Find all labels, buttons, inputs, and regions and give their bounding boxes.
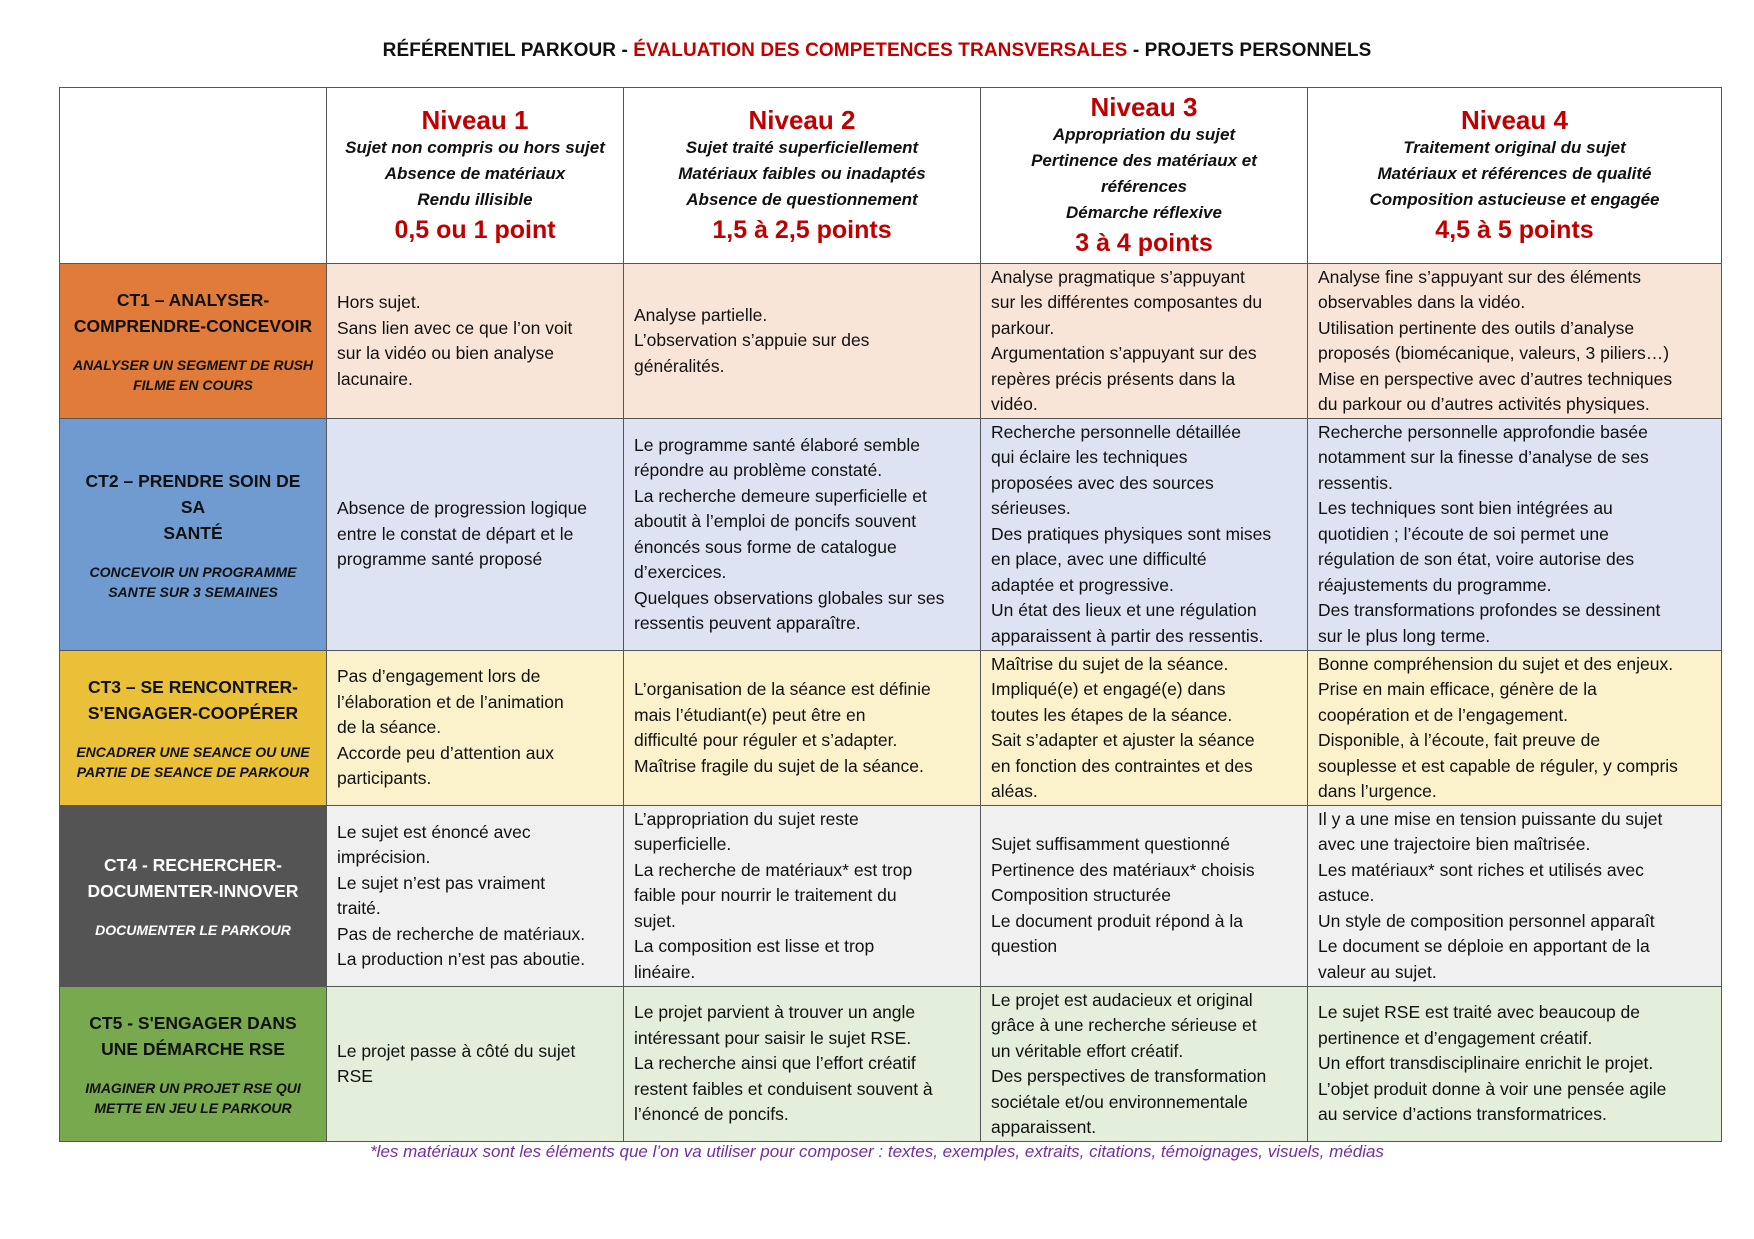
criteria-line: l’énoncé de poncifs.: [634, 1104, 789, 1125]
competence-row-ct2: [60, 419, 1722, 651]
competence-title-line: CT2 – PRENDRE SOIN DE SA: [85, 470, 301, 517]
criteria-line: grâce à une recherche sérieuse et: [991, 1015, 1257, 1035]
page-title: [0, 40, 1754, 62]
criteria-line: au service d’actions transformatrices.: [1318, 1104, 1607, 1125]
criteria-cell: [624, 419, 981, 651]
criteria-line: valeur au sujet.: [1318, 961, 1437, 982]
criteria-line: vidéo.: [991, 394, 1038, 414]
competence-title-line: CT3 – SE RENCONTRER-: [87, 677, 299, 697]
level-description-line: Absence de questionnement: [686, 189, 918, 209]
criteria-line: RSE: [337, 1066, 373, 1086]
footnote: *les matériaux sont les éléments que l’on va utiliser pour composer : textes, exemples, extraits, citations, témoignages, visuels, médias: [370, 1142, 1384, 1161]
competence-title-line: DOCUMENTER-INNOVER: [87, 881, 299, 901]
criteria-cell: [981, 264, 1308, 419]
criteria-line: observables dans la vidéo.: [1318, 292, 1526, 312]
criteria-line: Des transformations profondes se dessinent: [1318, 600, 1661, 621]
level-header: [327, 88, 624, 264]
criteria-line: linéaire.: [634, 961, 696, 982]
criteria-line: d’exercices.: [634, 562, 727, 582]
criteria-line: ressentis peuvent apparaître.: [634, 613, 861, 633]
competence-row-ct3: [60, 651, 1722, 806]
competence-subtitle: [72, 355, 314, 395]
criteria-line: Analyse partielle.: [634, 304, 768, 325]
criteria-line: Analyse pragmatique s’appuyant: [991, 266, 1245, 287]
criteria-line: qui éclaire les techniques: [991, 447, 1188, 468]
criteria-line: traité.: [337, 898, 381, 918]
criteria-line: Bonne compréhension du sujet et des enjeux.: [1318, 653, 1674, 674]
criteria-cell: [327, 264, 624, 419]
level-header: [981, 88, 1308, 264]
competence-subtitle: [72, 920, 314, 940]
criteria-line: L’objet produit donne à voir une pensée agile: [1318, 1078, 1667, 1099]
criteria-line: réajustements du programme.: [1318, 574, 1552, 595]
criteria-line: Sans lien avec ce que l’on voit: [337, 317, 573, 338]
criteria-line: coopération et de l’engagement.: [1318, 704, 1569, 725]
level-description-line: Absence de matériaux: [384, 163, 566, 183]
criteria-line: Absence de progression logique: [337, 498, 588, 519]
criteria-line: l’élaboration et de l’animation: [337, 691, 564, 712]
criteria-line: parkour.: [991, 317, 1055, 338]
level-description-line: Composition astucieuse et engagée: [1369, 189, 1660, 209]
competence-label-cell: [60, 987, 327, 1142]
criteria-cell: [981, 806, 1308, 987]
competence-subtitle-line: ANALYSER UN SEGMENT DE RUSH: [72, 357, 314, 373]
competence-title: [72, 674, 314, 726]
criteria-line: Mise en perspective avec d’autres techniques: [1318, 368, 1673, 389]
criteria-line: La recherche ainsi que l’effort créatif: [634, 1053, 916, 1074]
criteria-line: Analyse fine s’appuyant sur des éléments: [1318, 266, 1641, 287]
criteria-line: Accorde peu d’attention aux: [337, 742, 554, 763]
competence-label-cell: [60, 264, 327, 419]
criteria-line: énoncés sous forme de catalogue: [634, 536, 897, 557]
level-description-line: Démarche réflexive: [1066, 202, 1222, 222]
criteria-line: Quelques observations globales sur ses: [634, 587, 945, 608]
criteria-line: question: [991, 936, 1058, 957]
competence-title: [72, 287, 314, 339]
competence-row-ct1: [60, 264, 1722, 419]
title-part-3: - PROJETS PERSONNELS: [1127, 40, 1372, 61]
criteria-line: Recherche personnelle détaillée: [991, 421, 1242, 442]
criteria-line: L’appropriation du sujet reste: [634, 808, 859, 829]
competence-subtitle-line: PARTIE DE SEANCE DE PARKOUR: [76, 764, 310, 780]
level-points: 3 à 4 points: [1075, 228, 1213, 257]
level-description-line: Rendu illisible: [417, 189, 533, 209]
criteria-line: L’organisation de la séance est définie: [634, 679, 931, 699]
criteria-line: participants.: [337, 768, 432, 789]
level-header: [1308, 88, 1722, 264]
criteria-cell: [327, 419, 624, 651]
criteria-line: apparaissent à partir des ressentis.: [991, 625, 1264, 646]
criteria-cell: [981, 987, 1308, 1142]
level-name: Niveau 3: [1090, 91, 1198, 122]
competence-label-cell: [60, 806, 327, 987]
criteria-line: Le document se déploie en apportant de la: [1318, 936, 1650, 957]
criteria-line: sujet.: [634, 910, 676, 931]
criteria-cell: [1308, 806, 1722, 987]
competence-title-line: CT1 – ANALYSER-: [116, 290, 270, 310]
criteria-line: apparaissent.: [991, 1117, 1097, 1137]
criteria-line: régulation de son état, voire autorise des: [1318, 549, 1635, 570]
criteria-line: Un style de composition personnel apparaît: [1318, 910, 1655, 931]
criteria-line: en place, avec une difficulté: [991, 549, 1207, 570]
criteria-line: Des perspectives de transformation: [991, 1066, 1267, 1086]
criteria-line: Un effort transdisciplinaire enrichit le projet.: [1318, 1053, 1654, 1074]
competence-table: [59, 87, 1722, 1142]
criteria-line: pertinence et d’engagement créatif.: [1318, 1027, 1593, 1048]
criteria-line: Recherche personnelle approfondie basée: [1318, 421, 1648, 442]
criteria-line: Disponible, à l’écoute, fait preuve de: [1318, 730, 1601, 750]
competence-subtitle: [72, 1078, 314, 1118]
criteria-cell: [1308, 419, 1722, 651]
criteria-cell: [327, 651, 624, 806]
level-description-line: références: [1100, 176, 1187, 196]
criteria-line: quotidien ; l’écoute de soi permet une: [1318, 523, 1609, 544]
competence-subtitle-line: ENCADRER UNE SEANCE OU UNE: [76, 744, 310, 760]
competence-subtitle-line: CONCEVOIR UN PROGRAMME: [89, 563, 297, 580]
criteria-line: proposés (biomécanique, valeurs, 3 piliers…): [1318, 343, 1670, 363]
criteria-line: souplesse et est capable de réguler, y compris: [1318, 755, 1678, 776]
criteria-line: Les techniques sont bien intégrées au: [1318, 498, 1613, 519]
criteria-line: L’observation s’appuie sur des: [634, 330, 870, 351]
criteria-line: avec une trajectoire bien maîtrisée.: [1318, 834, 1591, 855]
criteria-line: lacunaire.: [337, 368, 413, 389]
criteria-line: Impliqué(e) et engagé(e) dans: [991, 679, 1226, 699]
competence-row-ct4: [60, 806, 1722, 987]
level-name: Niveau 1: [421, 104, 529, 135]
criteria-line: La recherche demeure superficielle et: [634, 485, 927, 506]
criteria-line: La production n’est pas aboutie.: [337, 949, 586, 969]
criteria-line: Maîtrise fragile du sujet de la séance.: [634, 755, 924, 776]
criteria-cell: [624, 987, 981, 1142]
criteria-line: Composition structurée: [991, 885, 1171, 906]
criteria-line: Argumentation s’appuyant sur des: [991, 343, 1257, 363]
criteria-line: Sait s’adapter et ajuster la séance: [991, 730, 1255, 750]
criteria-line: mais l’étudiant(e) peut être en: [634, 704, 866, 725]
criteria-line: difficulté pour réguler et s’adapter.: [634, 730, 898, 750]
criteria-line: Le document produit répond à la: [991, 910, 1243, 931]
criteria-line: entre le constat de départ et le: [337, 523, 574, 544]
criteria-line: Hors sujet.: [337, 292, 421, 312]
criteria-cell: [1308, 264, 1722, 419]
competence-title-line: SANTÉ: [163, 522, 223, 543]
competence-subtitle: [72, 562, 314, 602]
criteria-line: La recherche de matériaux* est trop: [634, 859, 913, 880]
criteria-cell: [1308, 987, 1722, 1142]
criteria-line: notamment sur la finesse d’analyse de ses: [1318, 447, 1649, 468]
level-description-line: Sujet traité superficiellement: [685, 137, 919, 157]
level-description-line: Appropriation du sujet: [1052, 124, 1236, 144]
level-description-line: Sujet non compris ou hors sujet: [345, 137, 605, 157]
criteria-line: un véritable effort créatif.: [991, 1040, 1184, 1061]
criteria-line: Maîtrise du sujet de la séance.: [991, 653, 1229, 674]
level-description-line: Traitement original du sujet: [1403, 137, 1626, 157]
criteria-line: toutes les étapes de la séance.: [991, 704, 1233, 725]
criteria-line: sérieuses.: [991, 498, 1071, 519]
criteria-cell: [981, 651, 1308, 806]
criteria-line: superficielle.: [634, 834, 732, 855]
competence-subtitle-line: FILME EN COURS: [133, 377, 253, 393]
criteria-line: Le projet est audacieux et original: [991, 989, 1253, 1010]
criteria-line: du parkour ou d’autres activités physiques.: [1318, 394, 1650, 414]
criteria-line: généralités.: [634, 355, 725, 376]
criteria-line: imprécision.: [337, 847, 431, 867]
competence-subtitle-line: SANTE SUR 3 SEMAINES: [108, 583, 278, 600]
criteria-cell: [624, 264, 981, 419]
criteria-line: Pertinence des matériaux* choisis: [991, 859, 1255, 880]
criteria-line: Pas d’engagement lors de: [337, 666, 541, 687]
criteria-line: programme santé proposé: [337, 549, 543, 570]
criteria-cell: [327, 987, 624, 1142]
level-description-line: Matériaux et références de qualité: [1377, 163, 1652, 183]
criteria-line: Les matériaux* sont riches et utilisés avec: [1318, 859, 1644, 880]
criteria-cell: [1308, 651, 1722, 806]
level-points: 0,5 ou 1 point: [394, 215, 556, 244]
competence-title: [72, 852, 314, 904]
criteria-cell: [981, 419, 1308, 651]
competence-label-cell: [60, 419, 327, 651]
criteria-line: Utilisation pertinente des outils d’analyse: [1318, 317, 1635, 338]
criteria-line: Un état des lieux et une régulation: [991, 600, 1257, 621]
criteria-line: Le projet parvient à trouver un angle: [634, 1002, 916, 1023]
criteria-line: sur le plus long terme.: [1318, 625, 1491, 646]
criteria-line: sur les différentes composantes du: [991, 292, 1263, 312]
criteria-line: faible pour nourrir le traitement du: [634, 885, 897, 906]
criteria-line: Le sujet RSE est traité avec beaucoup de: [1318, 1002, 1641, 1023]
title-part-1: RÉFÉRENTIEL PARKOUR -: [382, 40, 634, 61]
competence-row-ct5: [60, 987, 1722, 1142]
competence-title: [72, 468, 314, 546]
criteria-line: Le programme santé élaboré semble: [634, 434, 920, 455]
level-header: [624, 88, 981, 264]
level-name: Niveau 2: [748, 104, 856, 135]
criteria-line: répondre au problème constaté.: [634, 460, 883, 480]
criteria-line: Des pratiques physiques sont mises: [991, 523, 1272, 544]
competence-subtitle: [72, 742, 314, 782]
criteria-line: aléas.: [991, 781, 1038, 801]
criteria-cell: [624, 806, 981, 987]
criteria-line: aboutit à l’emploi de poncifs souvent: [634, 511, 917, 531]
competence-title-line: S'ENGAGER-COOPÉRER: [87, 703, 299, 723]
criteria-line: Prise en main efficace, génère de la: [1318, 679, 1597, 699]
competence-title-line: CT4 - RECHERCHER-: [104, 855, 282, 875]
level-points: 4,5 à 5 points: [1435, 215, 1594, 244]
title-part-2: ÉVALUATION DES COMPETENCES TRANSVERSALES: [633, 40, 1128, 61]
competence-title-line: COMPRENDRE-CONCEVOIR: [73, 316, 313, 336]
competence-title-line: UNE DÉMARCHE RSE: [101, 1039, 285, 1059]
criteria-line: adaptée et progressive.: [991, 574, 1174, 595]
criteria-line: sur la vidéo ou bien analyse: [337, 343, 554, 363]
criteria-line: intéressant pour saisir le sujet RSE.: [634, 1027, 912, 1048]
criteria-line: astuce.: [1318, 885, 1375, 906]
criteria-line: Sujet suffisamment questionné: [991, 834, 1230, 855]
level-description-line: Pertinence des matériaux et: [1031, 150, 1257, 170]
competence-label-cell: [60, 651, 327, 806]
criteria-line: ressentis.: [1318, 472, 1393, 493]
criteria-line: en fonction des contraintes et des: [991, 755, 1253, 776]
criteria-line: de la séance.: [337, 717, 442, 738]
criteria-line: La composition est lisse et trop: [634, 936, 875, 957]
criteria-line: Le sujet n’est pas vraiment: [337, 872, 546, 893]
criteria-line: restent faibles et conduisent souvent à: [634, 1078, 933, 1099]
level-description-line: Matériaux faibles ou inadaptés: [678, 163, 926, 183]
criteria-line: sociétale et/ou environnementale: [991, 1091, 1248, 1112]
competence-subtitle-line: IMAGINER UN PROJET RSE QUI: [85, 1080, 301, 1096]
criteria-line: repères précis présents dans la: [991, 368, 1236, 389]
criteria-line: Le sujet est énoncé avec: [337, 821, 531, 842]
criteria-line: dans l’urgence.: [1318, 781, 1437, 801]
level-name: Niveau 4: [1461, 104, 1568, 135]
criteria-cell: [327, 806, 624, 987]
header-row: [60, 88, 1722, 264]
competence-title: [72, 1010, 314, 1062]
criteria-line: Pas de recherche de matériaux.: [337, 923, 586, 944]
criteria-line: Le projet passe à côté du sujet: [337, 1040, 576, 1061]
competence-title-line: CT5 - S'ENGAGER DANS: [89, 1013, 297, 1033]
criteria-line: proposées avec des sources: [991, 472, 1214, 493]
criteria-line: Il y a une mise en tension puissante du sujet: [1318, 808, 1663, 829]
competence-subtitle-line: DOCUMENTER LE PARKOUR: [95, 922, 291, 938]
corner-cell: [60, 88, 327, 264]
level-points: 1,5 à 2,5 points: [712, 215, 892, 244]
competence-subtitle-line: METTE EN JEU LE PARKOUR: [94, 1100, 292, 1116]
criteria-cell: [624, 651, 981, 806]
